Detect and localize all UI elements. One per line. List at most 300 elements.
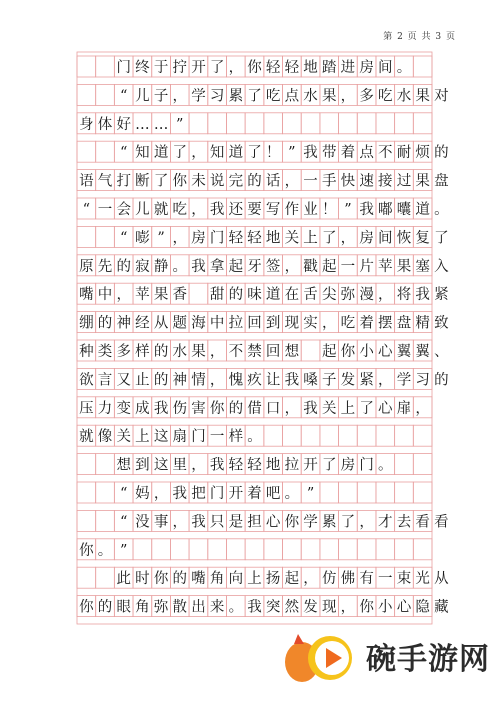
essay-char: 着: [340, 145, 356, 162]
essay-char: 你: [247, 60, 262, 76]
essay-char: 时: [135, 571, 150, 588]
essay-char: 借: [247, 400, 262, 417]
essay-char: ，: [303, 571, 318, 588]
essay-char: 轻: [228, 457, 244, 474]
essay-char: 踏: [321, 60, 337, 76]
essay-char: 压: [79, 400, 94, 417]
essay-char: 从: [434, 571, 449, 588]
essay-char: 学: [303, 514, 318, 531]
essay-char: 你: [79, 542, 94, 559]
essay-char: 看: [434, 514, 449, 531]
essay-char: 还: [228, 202, 244, 218]
essay-char: [191, 287, 206, 303]
essay-char: 果: [396, 258, 412, 275]
essay-char: ，: [340, 599, 356, 616]
essay-char: 于: [153, 60, 169, 76]
essay-char: 上: [135, 429, 150, 446]
essay-char: 有: [359, 571, 374, 588]
grid-cell: [413, 56, 432, 77]
essay-char: 累: [321, 514, 337, 531]
essay-char: 你: [172, 173, 188, 190]
essay-char: ，: [172, 514, 188, 531]
essay-char: 了: [321, 457, 337, 474]
essay-char: 房: [359, 230, 374, 247]
essay-char: ，: [172, 230, 188, 247]
essay-char: 种: [79, 344, 94, 360]
essay-char: …: [135, 116, 150, 133]
essay-row: [77, 170, 449, 191]
essay-char: 写: [265, 202, 281, 218]
essay-char: 地: [303, 60, 318, 76]
essay-char: ，: [378, 287, 393, 304]
essay-char: 关: [116, 429, 131, 446]
essay-char: ，: [191, 202, 206, 218]
essay-char: ，: [191, 145, 206, 162]
grid-cell: [96, 482, 115, 503]
essay-char: 的: [172, 571, 188, 588]
grid-cell: [413, 113, 432, 134]
essay-char: 果: [415, 88, 430, 105]
essay-char: 香: [172, 287, 188, 304]
essay-char: 嘴: [79, 287, 94, 304]
essay-char: 过: [396, 173, 412, 190]
essay-char: ，: [172, 88, 188, 105]
essay-char: 的: [434, 145, 449, 162]
grid-cell: [96, 454, 115, 475]
essay-char: 起: [321, 258, 337, 275]
essay-char: 经: [135, 315, 150, 332]
essay-char: 变: [116, 400, 131, 417]
essay-char: 不: [228, 344, 244, 360]
essay-char: 苹: [378, 258, 393, 275]
essay-char: 房: [340, 457, 356, 474]
essay-char: 累: [228, 88, 244, 105]
essay-char: 嘴: [191, 571, 206, 588]
grid-cell: [245, 113, 264, 134]
essay-char: 就: [79, 429, 94, 446]
essay-char: 门: [191, 429, 206, 446]
grid-border: [77, 52, 432, 624]
grid-cell: [413, 482, 432, 503]
essay-char: “: [119, 230, 128, 247]
essay-char: 。: [434, 202, 449, 218]
essay-char: 说: [209, 173, 225, 190]
essay-char: 吃: [378, 88, 393, 105]
grid-cell: [283, 539, 302, 560]
essay-char: 尖: [321, 287, 337, 304]
essay-char: 上: [340, 400, 356, 417]
essay-char: 向: [228, 571, 244, 588]
essay-char: 多: [359, 88, 374, 105]
essay-char: 我: [191, 258, 206, 275]
essay-char: 这: [153, 457, 169, 474]
essay-char: 了: [247, 88, 262, 105]
essay-char: 像: [97, 429, 113, 446]
essay-char: 出: [191, 599, 206, 616]
essay-char: 轻: [228, 230, 244, 247]
essay-char: 了: [340, 514, 356, 531]
essay-char: 来: [209, 599, 225, 616]
grid-cell: [226, 113, 245, 134]
essay-char: 体: [97, 116, 113, 133]
essay-char: 我: [209, 457, 225, 474]
essay-char: 囔: [396, 202, 412, 218]
essay-char: 的: [434, 372, 449, 389]
essay-char: ，: [191, 457, 206, 474]
essay-char: 角: [209, 571, 225, 588]
essay-char: 签: [265, 258, 281, 275]
essay-char: 才: [378, 514, 393, 531]
essay-char: 不: [378, 145, 393, 162]
grid-cell: [395, 113, 414, 134]
essay-char: 题: [172, 315, 188, 332]
essay-char: 着: [359, 315, 374, 332]
essay-char: ，: [116, 287, 131, 304]
essay-char: 你: [359, 599, 374, 616]
essay-char: 开: [228, 486, 244, 502]
essay-char: 我: [359, 202, 374, 218]
essay-char: 地: [265, 230, 281, 247]
grid-cell: [283, 425, 302, 446]
essay-char: ，: [209, 372, 225, 389]
essay-char: [303, 344, 318, 360]
essay-char: 话: [265, 173, 281, 190]
essay-char: “: [119, 145, 128, 162]
essay-char: 没: [135, 514, 150, 531]
grid-cell: [77, 567, 96, 588]
essay-char: 轻: [284, 60, 300, 76]
grid-cell: [395, 454, 414, 475]
essay-char: 知: [209, 145, 225, 162]
essay-char: 。: [378, 457, 393, 474]
essay-char: 学: [396, 372, 412, 389]
essay-row: [77, 255, 449, 276]
essay-char: 禁: [247, 344, 262, 360]
essay-char: 。: [247, 429, 262, 446]
grid-cell: [413, 454, 432, 475]
grid-cell: [208, 539, 227, 560]
essay-char: 道: [153, 145, 169, 162]
play-logo-icon: [280, 628, 358, 684]
essay-char: 类: [97, 344, 113, 360]
essay-char: 习: [415, 372, 430, 389]
essay-char: 恢: [396, 230, 412, 247]
essay-char: ，: [228, 60, 244, 76]
essay-char: 进: [340, 60, 356, 76]
essay-char: 打: [116, 173, 131, 190]
essay-char: 耐: [396, 145, 412, 162]
essay-char: 起: [321, 344, 337, 360]
essay-char: 回: [265, 344, 281, 360]
grid-cell: [301, 539, 320, 560]
essay-char: 果: [191, 344, 206, 360]
essay-row: [77, 539, 432, 560]
grid-cell: [320, 425, 339, 446]
essay-char: 盘: [396, 315, 412, 332]
essay-char: 心: [396, 599, 412, 616]
grid-cell: [357, 113, 376, 134]
grid-cell: [264, 113, 283, 134]
essay-row: [77, 141, 449, 162]
essay-char: 水: [303, 88, 318, 105]
grid-cell: [96, 510, 115, 531]
essay-char: 翼: [396, 344, 412, 360]
essay-char: 成: [135, 400, 150, 417]
essay-char: 力: [97, 400, 113, 417]
essay-char: 断: [135, 173, 150, 190]
grid-cell: [189, 539, 208, 560]
essay-char: 心: [265, 514, 281, 531]
essay-char: “: [82, 202, 91, 218]
essay-char: 水: [172, 344, 188, 360]
page-number-label: 第 2 页 共 3 页: [383, 32, 456, 42]
grid-cell: [77, 482, 96, 503]
essay-char: 紧: [359, 372, 374, 389]
essay-char: 你: [209, 400, 225, 417]
essay-char: 多: [116, 344, 131, 360]
essay-char: 愧: [228, 372, 244, 389]
grid-cell: [357, 482, 376, 503]
essay-char: 吃: [265, 88, 281, 105]
essay-char: ，: [340, 88, 356, 105]
essay-char: 上: [303, 230, 318, 247]
essay-char: 伤: [172, 400, 188, 417]
grid-cell: [152, 539, 171, 560]
grid-cell: [77, 226, 96, 247]
essay-char: 然: [284, 599, 300, 616]
essay-char: 藏: [434, 599, 449, 616]
essay-char: 扇: [172, 429, 188, 446]
essay-char: 轻: [265, 60, 281, 76]
essay-char: 神: [172, 372, 188, 389]
essay-char: 习: [209, 88, 225, 105]
essay-char: 小: [359, 344, 374, 360]
grid-cell: [245, 539, 264, 560]
essay-char: 从: [153, 315, 169, 332]
grid-cell: [77, 141, 96, 162]
essay-char: 片: [359, 258, 374, 275]
essay-char: 散: [172, 599, 188, 616]
essay-char: 道: [265, 287, 281, 304]
grid-cell: [189, 113, 208, 134]
essay-char: ，: [209, 344, 225, 360]
essay-row: [77, 567, 449, 588]
grid-cell: [96, 141, 115, 162]
essay-char: 点: [359, 145, 374, 162]
essay-char: 扉: [396, 400, 412, 417]
grid-cell: [264, 539, 283, 560]
grid-cell: [376, 539, 395, 560]
essay-char: 吧: [265, 486, 281, 502]
grid-cell: [226, 539, 245, 560]
essay-char: 担: [247, 514, 262, 531]
essay-char: 道: [228, 145, 244, 162]
essay-char: 子: [321, 372, 337, 389]
essay-char: 了: [153, 173, 169, 190]
essay-char: 在: [284, 287, 300, 304]
essay-char: 舌: [303, 287, 318, 304]
essay-char: 语: [79, 173, 94, 190]
essay-row: [77, 113, 432, 134]
essay-char: 我: [172, 486, 188, 502]
essay-char: 嘭: [135, 230, 150, 247]
essay-char: 只: [209, 514, 225, 531]
essay-char: 起: [228, 258, 244, 275]
essay-char: 着: [247, 486, 262, 502]
essay-char: 烦: [415, 145, 430, 162]
essay-char: 水: [396, 88, 412, 105]
essay-char: 入: [434, 258, 449, 275]
essay-char: 对: [434, 88, 449, 105]
grid-cell: [77, 454, 96, 475]
watermark-text: 碗手游网: [366, 642, 490, 677]
essay-char: ”: [288, 145, 296, 162]
essay-char: 我: [303, 400, 318, 417]
grid-cell: [339, 113, 358, 134]
essay-char: 的: [153, 344, 169, 360]
essay-char: 我: [153, 400, 169, 417]
essay-char: 你: [153, 571, 169, 588]
essay-char: 手: [321, 173, 337, 190]
essay-char: 一: [378, 571, 393, 588]
essay-char: 先: [97, 258, 113, 275]
essay-char: 嗓: [303, 372, 318, 389]
essay-char: 言: [97, 372, 113, 389]
essay-row: [77, 56, 432, 77]
essay-char: ，: [284, 173, 300, 190]
essay-char: 了: [209, 60, 225, 76]
essay-char: 拿: [209, 258, 225, 275]
essay-char: 害: [191, 400, 206, 417]
essay-char: “: [119, 486, 128, 502]
essay-char: 知: [135, 145, 150, 162]
grid-cell: [357, 539, 376, 560]
essay-char: 的: [116, 258, 131, 275]
essay-char: 果: [153, 287, 169, 304]
essay-char: 轻: [247, 457, 262, 474]
essay-char: 点: [284, 88, 300, 105]
essay-char: 好: [116, 116, 131, 133]
essay-char: 盘: [434, 173, 449, 190]
essay-char: ，: [284, 258, 300, 275]
grid-cell: [339, 539, 358, 560]
essay-char: 是: [228, 514, 244, 531]
essay-char: 完: [228, 173, 244, 190]
essay-char: 止: [135, 372, 150, 389]
essay-row: [77, 226, 449, 247]
essay-char: 发: [340, 372, 356, 389]
essay-char: 的: [228, 400, 244, 417]
essay-char: 你: [340, 344, 356, 360]
essay-char: 关: [284, 230, 300, 247]
essay-char: 上: [247, 571, 262, 588]
essay-char: 速: [359, 173, 374, 190]
essay-char: 此: [116, 571, 131, 588]
essay-char: 果: [415, 173, 430, 190]
grid-cell: [413, 539, 432, 560]
essay-char: 摆: [378, 315, 393, 332]
essay-char: ，: [153, 486, 169, 502]
essay-char: 到: [135, 457, 150, 474]
grid-cell: [96, 56, 115, 77]
essay-char: ，: [284, 400, 300, 417]
essay-char: 房: [359, 60, 374, 76]
grid-cell: [357, 425, 376, 446]
watermark: [280, 628, 490, 684]
essay-char: 了: [359, 400, 374, 417]
essay-char: 戳: [303, 258, 318, 275]
essay-char: 轻: [247, 230, 262, 247]
essay-row: [77, 198, 449, 219]
grid-cell: [77, 510, 96, 531]
essay-char: 间: [378, 60, 393, 76]
essay-char: 原: [79, 258, 94, 275]
grid-cell: [133, 539, 152, 560]
essay-char: 样: [135, 344, 150, 360]
grid-cell: [339, 482, 358, 503]
essay-char: 欲: [79, 372, 94, 389]
essay-char: ！: [321, 202, 337, 218]
essay-char: 现: [284, 315, 300, 332]
essay-char: ”: [119, 542, 128, 559]
essay-char: 现: [321, 599, 337, 616]
grid-cell: [376, 113, 395, 134]
grid-cell: [395, 482, 414, 503]
essay-char: 会: [116, 202, 131, 218]
essay-row: [77, 425, 432, 446]
essay-char: 牙: [247, 258, 262, 275]
essay-row: [77, 84, 449, 105]
essay-char: ，: [378, 372, 393, 389]
essay-char: 。: [97, 542, 113, 559]
essay-char: 翼: [415, 344, 430, 360]
essay-char: …: [153, 116, 169, 133]
essay-char: 终: [135, 60, 150, 76]
essay-char: 快: [340, 173, 356, 190]
grid-cell: [301, 113, 320, 134]
essay-char: 想: [284, 344, 300, 360]
essay-char: 儿: [135, 202, 150, 218]
essay-char: 地: [265, 457, 281, 474]
essay-char: 想: [116, 457, 131, 474]
essay-char: 的: [228, 287, 244, 304]
essay-char: 疚: [247, 372, 262, 389]
essay-char: 心: [378, 344, 393, 360]
essay-char: 接: [378, 173, 393, 190]
essay-char: 中: [209, 315, 225, 332]
essay-char: 吃: [172, 202, 188, 218]
essay-char: 妈: [135, 486, 150, 502]
essay-char: 起: [284, 571, 300, 588]
essay-row: [77, 368, 449, 389]
essay-char: 角: [135, 599, 150, 616]
essay-char: ”: [157, 230, 165, 247]
grid-cell: [376, 482, 395, 503]
essay-char: 门: [116, 60, 131, 76]
essay-char: 的: [247, 173, 262, 190]
essay-row: [77, 283, 449, 304]
essay-char: 光: [415, 571, 430, 588]
essay-char: 。: [228, 599, 244, 616]
essay-char: 拧: [172, 60, 188, 76]
essay-row: [77, 510, 449, 531]
essay-char: 佛: [340, 571, 356, 588]
grid-cell: [301, 425, 320, 446]
essay-char: 我: [191, 514, 206, 531]
essay-char: 道: [415, 202, 430, 218]
essay-char: 要: [247, 202, 262, 218]
essay-char: 我: [415, 287, 430, 304]
